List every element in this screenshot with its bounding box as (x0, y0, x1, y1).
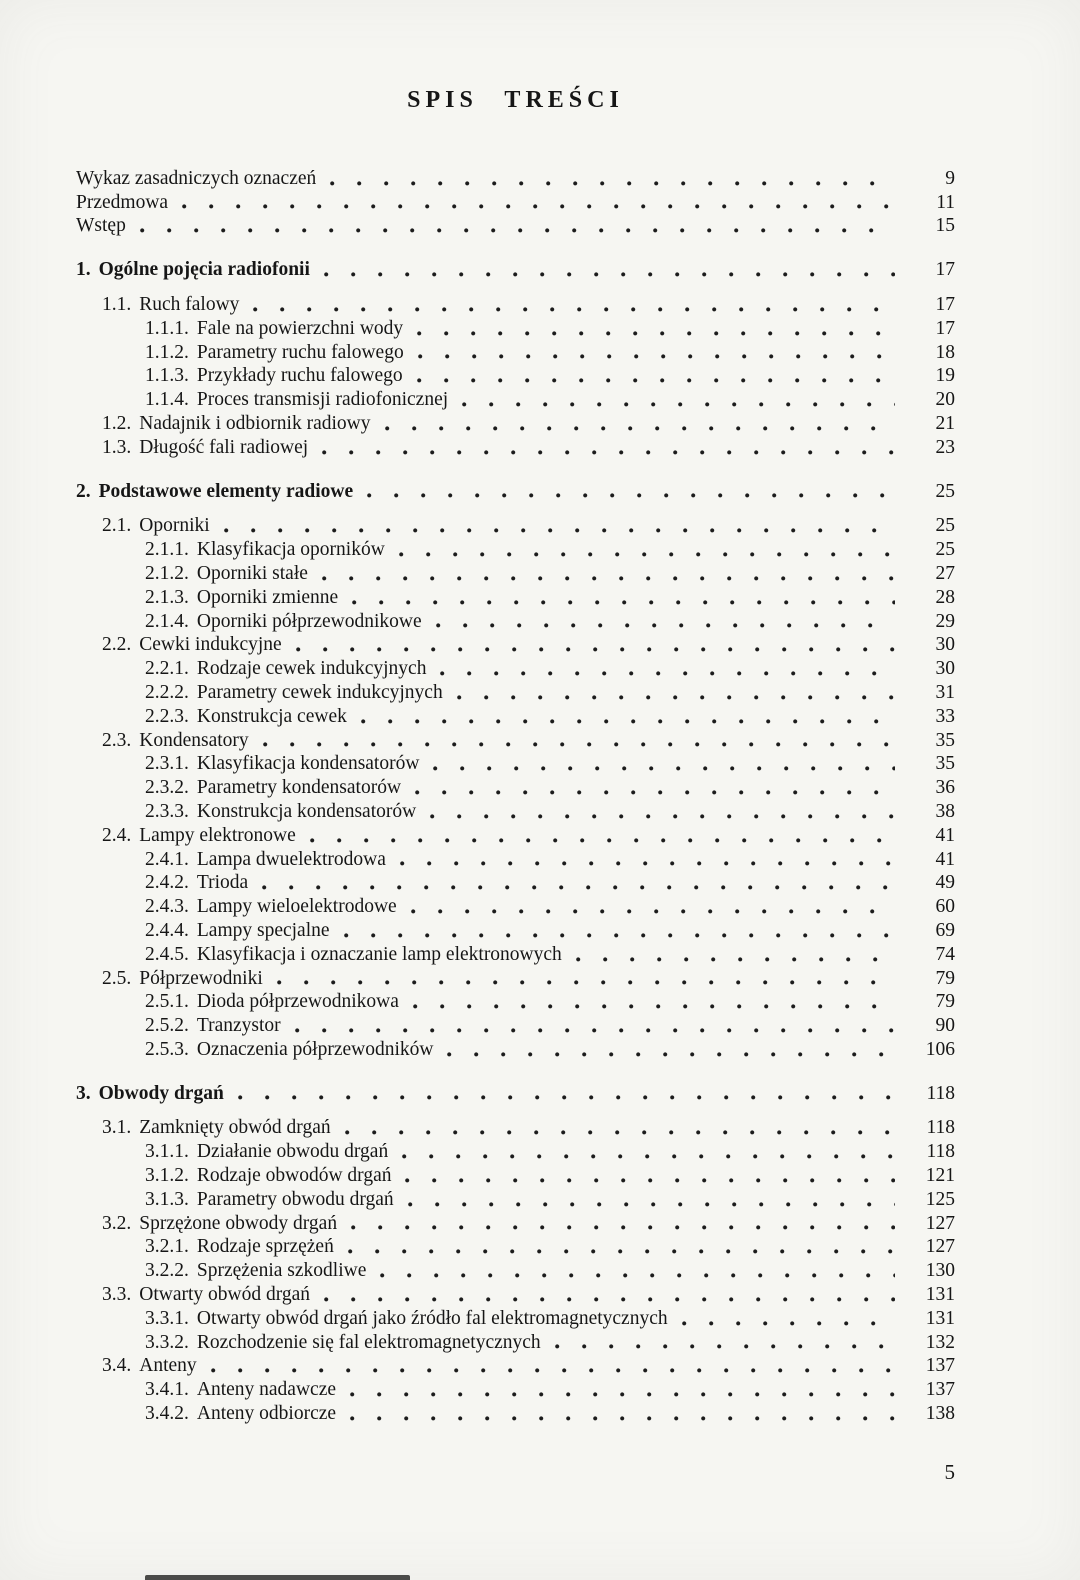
dot-leader (400, 861, 895, 866)
entry-page: 31 (935, 681, 955, 703)
entry-page: 20 (935, 389, 955, 411)
entry-number: 3.1.3. (145, 1188, 189, 1210)
dot-leader (682, 1321, 895, 1326)
dot-leader (324, 272, 895, 277)
entry-page: 19 (935, 365, 955, 387)
entry-title: Rozchodzenie się fal elektromagnetycznych (196, 1331, 541, 1353)
dot-leader (430, 814, 895, 819)
toc-row (76, 1378, 955, 1402)
dot-leader (238, 1095, 895, 1100)
entry-title: Cewki indukcyjne (139, 634, 282, 656)
entry-title: Działanie obwodu drgań (196, 1141, 389, 1163)
entry-number: 1.1. (102, 293, 132, 315)
dot-leader (402, 1154, 895, 1159)
entry-number: 2.2.1. (145, 658, 189, 680)
entry-page: 132 (925, 1331, 955, 1353)
dot-leader (405, 1178, 895, 1183)
entry-number: 2.1.3. (145, 586, 189, 608)
entry-page: 137 (925, 1379, 955, 1401)
entry-title: Anteny nadawcze (196, 1379, 337, 1401)
entry-title: Konstrukcja cewek (196, 705, 347, 727)
entry-title: Oporniki (139, 515, 210, 537)
entry-number: 2.5.2. (145, 1015, 189, 1037)
entry-title: Rodzaje cewek indukcyjnych (196, 658, 427, 680)
entry-page: 17 (935, 317, 955, 339)
toc-row (76, 1331, 955, 1355)
entry-page: 118 (926, 1082, 955, 1104)
entry-page: 17 (935, 293, 955, 315)
dot-leader (253, 307, 895, 312)
toc-row (76, 1038, 955, 1062)
toc-row (76, 341, 955, 365)
dot-leader (385, 426, 896, 431)
entry-number: 2.1.1. (145, 539, 189, 561)
entry-page: 121 (925, 1165, 955, 1187)
dot-leader (415, 790, 895, 795)
entry-title: Tranzystor (196, 1015, 281, 1037)
entry-number: 3.4.2. (145, 1403, 189, 1425)
entry-page: 9 (945, 167, 955, 189)
dot-leader (576, 957, 895, 962)
dot-leader (310, 838, 895, 843)
toc-row (76, 1259, 955, 1283)
dot-leader (322, 576, 895, 581)
entry-number: 2.2. (102, 634, 132, 656)
toc-row (76, 871, 955, 895)
entry-page: 49 (935, 872, 955, 894)
entry-number: 2.1.4. (145, 610, 189, 632)
entry-number: 2.4.2. (145, 872, 189, 894)
entry-page: 25 (935, 539, 955, 561)
toc-row (76, 480, 955, 504)
toc-row (76, 364, 955, 388)
toc-row (76, 317, 955, 341)
entry-number: 2.4.4. (145, 919, 189, 941)
toc-row (76, 191, 955, 215)
entry-title: Parametry ruchu falowego (196, 341, 404, 363)
toc-row (76, 214, 955, 238)
entry-title: Półprzewodniki (139, 967, 263, 989)
entry-number: 2.3.2. (145, 777, 189, 799)
entry-page: 131 (925, 1284, 955, 1306)
entry-title: Przedmowa (76, 191, 169, 213)
dot-leader (367, 493, 895, 498)
entry-page: 79 (935, 967, 955, 989)
entry-number: 3.1.2. (145, 1165, 189, 1187)
dot-leader (296, 647, 895, 652)
entry-number: 2.4.1. (145, 848, 189, 870)
entry-number: 1.1.1. (145, 317, 189, 339)
toc-row (76, 1164, 955, 1188)
toc-row (76, 1235, 955, 1259)
entry-title: Wykaz zasadniczych oznaczeń (76, 167, 317, 189)
entry-title: Lampy wieloelektrodowe (196, 896, 397, 918)
entry-number: 1.2. (102, 412, 132, 434)
dot-leader (361, 719, 895, 724)
entry-title: Długość fali radiowej (139, 436, 309, 458)
entry-page: 125 (925, 1188, 955, 1210)
entry-title: Nadajnik i odbiornik radiowy (139, 412, 371, 434)
entry-title: Otwarty obwód drgań jako źródło fal elektromagnetycznych (196, 1307, 668, 1329)
entry-title: Kondensatory (139, 729, 249, 751)
toc-row (76, 388, 955, 412)
dot-leader (436, 623, 895, 628)
entry-title: Lampy elektronowe (139, 824, 296, 846)
entry-number: 3.1. (102, 1117, 132, 1139)
entry-number: 3.3. (102, 1284, 132, 1306)
entry-number: 3.3.2. (145, 1331, 189, 1353)
entry-number: 3.1.1. (145, 1141, 189, 1163)
page-number: 5 (944, 1460, 955, 1484)
toc-row (76, 258, 955, 282)
dot-leader (440, 671, 895, 676)
entry-page: 41 (935, 824, 955, 846)
dot-leader (433, 766, 895, 771)
toc-row (76, 729, 955, 753)
entry-page: 17 (935, 259, 955, 281)
dot-leader (399, 552, 895, 557)
toc-row (76, 990, 955, 1014)
toc-row (76, 800, 955, 824)
toc-row (76, 514, 955, 538)
toc-row (76, 1140, 955, 1164)
toc-row (76, 705, 955, 729)
entry-title: Trioda (196, 872, 249, 894)
entry-page: 18 (935, 341, 955, 363)
entry-number: 2.5. (102, 967, 132, 989)
entry-number: 1.1.4. (145, 389, 189, 411)
dot-leader (140, 228, 895, 233)
toc-row (76, 633, 955, 657)
dot-leader (417, 378, 895, 383)
dot-leader (380, 1273, 895, 1278)
entry-title: Przykłady ruchu falowego (196, 365, 403, 387)
entry-title: Ogólne pojęcia radiofonii (98, 259, 310, 281)
entry-title: Zamknięty obwód drgań (139, 1117, 331, 1139)
entry-page: 25 (935, 480, 955, 502)
dot-leader (277, 980, 895, 985)
scan-artifact (145, 1575, 410, 1580)
toc-row (76, 436, 955, 460)
entry-title: Proces transmisji radiofonicznej (196, 389, 449, 411)
entry-page: 38 (935, 800, 955, 822)
entry-title: Klasyfikacja i oznaczanie lamp elektronowych (196, 943, 562, 965)
toc-row (76, 1014, 955, 1038)
toc-row (76, 586, 955, 610)
dot-leader (417, 331, 895, 336)
entry-number: 3. (76, 1082, 91, 1104)
entry-title: Lampa dwuelektrodowa (196, 848, 386, 870)
toc-row (76, 1212, 955, 1236)
toc-row (76, 412, 955, 436)
entry-page: 127 (925, 1212, 955, 1234)
dot-leader (462, 402, 895, 407)
entry-title: Parametry cewek indukcyjnych (196, 681, 443, 703)
toc-row (76, 610, 955, 634)
entry-page: 90 (935, 1015, 955, 1037)
entry-page: 33 (935, 705, 955, 727)
entry-page: 138 (925, 1403, 955, 1425)
entry-number: 2.2.2. (145, 681, 189, 703)
entry-page: 30 (935, 634, 955, 656)
entry-number: 2.3.1. (145, 753, 189, 775)
entry-title: Ruch falowy (139, 293, 240, 315)
entry-title: Parametry kondensatorów (196, 777, 402, 799)
dot-leader (324, 1297, 895, 1302)
entry-title: Oporniki stałe (196, 562, 308, 584)
dot-leader (182, 204, 895, 209)
dot-leader (322, 450, 895, 455)
entry-number: 2.5.1. (145, 991, 189, 1013)
toc-row (76, 1307, 955, 1331)
entry-title: Podstawowe elementy radiowe (98, 480, 354, 502)
toc-row (76, 1082, 955, 1106)
entry-page: 74 (935, 943, 955, 965)
toc-row (76, 752, 955, 776)
entry-page: 41 (935, 848, 955, 870)
dot-leader (262, 885, 895, 890)
entry-number: 2.4. (102, 824, 132, 846)
dot-leader (447, 1052, 895, 1057)
toc-row (76, 919, 955, 943)
entry-page: 36 (935, 777, 955, 799)
entry-number: 2.1.2. (145, 562, 189, 584)
dot-leader (555, 1344, 895, 1349)
entry-page: 69 (935, 919, 955, 941)
toc-row (76, 167, 955, 191)
dot-leader (350, 1392, 895, 1397)
dot-leader (351, 1225, 895, 1230)
toc-row (76, 657, 955, 681)
entry-page: 35 (935, 729, 955, 751)
entry-number: 2.4.5. (145, 943, 189, 965)
entry-number: 2.2.3. (145, 705, 189, 727)
entry-page: 130 (925, 1260, 955, 1282)
entry-page: 118 (926, 1117, 955, 1139)
entry-page: 15 (935, 215, 955, 237)
entry-number: 1.1.2. (145, 341, 189, 363)
entry-page: 127 (925, 1236, 955, 1258)
dot-leader (350, 1416, 895, 1421)
toc-row (76, 293, 955, 317)
dot-leader (345, 1130, 895, 1135)
entry-number: 1.3. (102, 436, 132, 458)
entry-page: 25 (935, 515, 955, 537)
dot-leader (418, 354, 895, 359)
entry-title: Lampy specjalne (196, 919, 330, 941)
dot-leader (330, 181, 895, 186)
entry-title: Fale na powierzchni wody (196, 317, 404, 339)
toc-row (76, 538, 955, 562)
entry-page: 23 (935, 436, 955, 458)
dot-leader (224, 528, 895, 533)
entry-title: Wstęp (76, 215, 126, 237)
entry-number: 1.1.3. (145, 365, 189, 387)
entry-title: Anteny odbiorcze (196, 1403, 337, 1425)
entry-page: 29 (935, 610, 955, 632)
toc-row (76, 895, 955, 919)
toc-row (76, 1188, 955, 1212)
entry-title: Dioda półprzewodnikowa (196, 991, 399, 1013)
entry-page: 118 (926, 1141, 955, 1163)
toc-row (76, 967, 955, 991)
toc-row (76, 776, 955, 800)
entry-page: 79 (935, 991, 955, 1013)
entry-title: Rodzaje sprzężeń (196, 1236, 334, 1258)
entry-page: 21 (935, 412, 955, 434)
entry-number: 2.3. (102, 729, 132, 751)
entry-page: 11 (936, 191, 955, 213)
entry-number: 2. (76, 480, 91, 502)
toc-row (76, 1283, 955, 1307)
entry-title: Oporniki półprzewodnikowe (196, 610, 422, 632)
entry-title: Sprzężenia szkodliwe (196, 1260, 367, 1282)
entry-page: 27 (935, 562, 955, 584)
entry-number: 3.2.1. (145, 1236, 189, 1258)
entry-page: 106 (925, 1038, 955, 1060)
entry-number: 2.4.3. (145, 896, 189, 918)
entry-title: Sprzężone obwody drgań (139, 1212, 338, 1234)
entry-number: 3.4. (102, 1355, 132, 1377)
dot-leader (411, 909, 895, 914)
dot-leader (457, 695, 895, 700)
entry-number: 3.4.1. (145, 1379, 189, 1401)
entry-page: 35 (935, 753, 955, 775)
dot-leader (344, 933, 895, 938)
toc-row (76, 562, 955, 586)
page-title: SPIS TREŚCI (407, 87, 624, 113)
entry-number: 2.3.3. (145, 800, 189, 822)
toc-row (76, 681, 955, 705)
entry-title: Otwarty obwód drgań (139, 1284, 311, 1306)
toc-row (76, 824, 955, 848)
entry-title: Klasyfikacja oporników (196, 539, 385, 561)
dot-leader (263, 742, 895, 747)
toc-row (76, 943, 955, 967)
entry-title: Rodzaje obwodów drgań (196, 1165, 392, 1187)
entry-title: Obwody drgań (98, 1082, 224, 1104)
entry-number: 1. (76, 259, 91, 281)
entry-page: 30 (935, 658, 955, 680)
entry-number: 3.2.2. (145, 1260, 189, 1282)
dot-leader (413, 1004, 895, 1009)
entry-title: Oporniki zmienne (196, 586, 339, 608)
dot-leader (211, 1368, 895, 1373)
dot-leader (408, 1202, 895, 1207)
toc-row (76, 1116, 955, 1140)
entry-number: 2.1. (102, 515, 132, 537)
entry-page: 131 (925, 1307, 955, 1329)
entry-number: 3.2. (102, 1212, 132, 1234)
entry-page: 60 (935, 896, 955, 918)
entry-number: 3.3.1. (145, 1307, 189, 1329)
toc-row (76, 1354, 955, 1378)
entry-title: Klasyfikacja kondensatorów (196, 753, 420, 775)
entry-title: Oznaczenia półprzewodników (196, 1038, 434, 1060)
entry-title: Parametry obwodu drgań (196, 1188, 394, 1210)
dot-leader (352, 600, 895, 605)
toc-row (76, 848, 955, 872)
entry-page: 28 (935, 586, 955, 608)
dot-leader (348, 1249, 895, 1254)
dot-leader (295, 1028, 895, 1033)
entry-number: 2.5.3. (145, 1038, 189, 1060)
entry-page: 137 (925, 1355, 955, 1377)
toc-row (76, 1402, 955, 1426)
entry-title: Konstrukcja kondensatorów (196, 800, 417, 822)
toc-list (76, 167, 955, 1426)
entry-title: Anteny (139, 1355, 197, 1377)
